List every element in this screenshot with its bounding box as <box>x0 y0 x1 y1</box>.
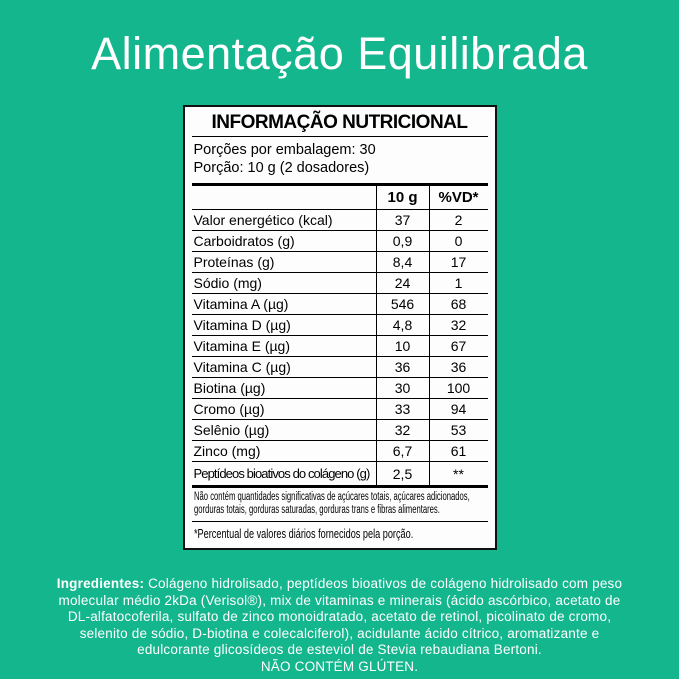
row-dv-value: 17 <box>429 252 488 273</box>
row-nutrient-label: Biotina (µg) <box>192 378 377 399</box>
row-nutrient-label: Cromo (µg) <box>192 399 377 420</box>
row-nutrient-label: Proteínas (g) <box>192 252 377 273</box>
row-dv-value: 0 <box>429 231 488 252</box>
ingredients-paragraph <box>55 576 625 659</box>
table-row <box>192 252 488 273</box>
row-dv-value: ** <box>429 462 488 487</box>
row-amount-value: 10 <box>376 336 429 357</box>
row-dv-value: 2 <box>429 210 488 231</box>
row-dv-value: 61 <box>429 441 488 462</box>
row-nutrient-label: Vitamina D (µg) <box>192 315 377 336</box>
row-amount-value: 4,8 <box>376 315 429 336</box>
nutrition-table-header <box>192 185 488 210</box>
row-amount-value: 33 <box>376 399 429 420</box>
table-row <box>192 399 488 420</box>
row-amount-value: 30 <box>376 378 429 399</box>
row-amount-value: 6,7 <box>376 441 429 462</box>
table-row <box>192 231 488 252</box>
table-row <box>192 462 488 487</box>
nutrition-table-body <box>192 210 488 487</box>
row-nutrient-label: Vitamina E (µg) <box>192 336 377 357</box>
row-nutrient-label: Zinco (mg) <box>192 441 377 462</box>
row-amount-value: 8,4 <box>376 252 429 273</box>
row-amount-value: 24 <box>376 273 429 294</box>
table-row <box>192 420 488 441</box>
servings-info <box>192 137 488 183</box>
row-amount-value: 32 <box>376 420 429 441</box>
ingredients-text: Colágeno hidrolisado, peptídeos bioativos de colágeno hidrolisado com peso molecular médio 2kDa (Verisol®), mix de vitaminas e minerais (ácido ascórbico, acetato de DL-alfatocoferila, sulfato de zinco monoidratado, acetato de retinol, picolinato de cromo, selenito de sódio, D-biotina e colecalciferol), acidulante ácido cítrico, aromatizante e edulcorante glicosídeos de esteviol de Stevia rebaudiana Bertoni. <box>58 576 623 657</box>
gluten-note: NÃO CONTÉM GLÚTEN. <box>260 658 419 674</box>
table-row <box>192 273 488 294</box>
table-row <box>192 294 488 315</box>
row-dv-value: 100 <box>429 378 488 399</box>
row-nutrient-label: Vitamina C (µg) <box>192 357 377 378</box>
row-nutrient-label: Sódio (mg) <box>192 273 377 294</box>
table-row <box>192 378 488 399</box>
row-dv-value: 1 <box>429 273 488 294</box>
page-title: Alimentação Equilibrada <box>91 28 588 79</box>
row-dv-value: 94 <box>429 399 488 420</box>
table-row <box>192 315 488 336</box>
column-header-nutrient <box>192 185 377 210</box>
row-nutrient-label: Carboidratos (g) <box>192 231 377 252</box>
no-significant-note: Não contém quantidades significativas de açúcares totais, açúcares adicionados, gorduras totais, gorduras saturadas, gorduras trans e fibras alimentares. <box>193 491 470 516</box>
dv-footnote: *Percentual de valores diários fornecidos pela porção. <box>193 526 413 541</box>
row-nutrient-label: Vitamina A (µg) <box>192 294 377 315</box>
row-dv-value: 53 <box>429 420 488 441</box>
nutrition-label-title: INFORMAÇÃO NUTRICIONAL <box>192 109 488 137</box>
table-row <box>192 210 488 231</box>
no-significant-note-wrap <box>192 488 488 522</box>
ingredients-label: Ingredientes: <box>56 576 145 591</box>
dv-footnote-wrap <box>192 522 488 544</box>
row-dv-value: 36 <box>429 357 488 378</box>
row-amount-value: 2,5 <box>376 462 429 487</box>
row-nutrient-label: Valor energético (kcal) <box>192 210 377 231</box>
row-nutrient-label: Selênio (µg) <box>192 420 377 441</box>
row-amount-value: 37 <box>376 210 429 231</box>
row-amount-value: 546 <box>376 294 429 315</box>
row-dv-value: 68 <box>429 294 488 315</box>
serving-size: Porção: 10 g (2 dosadores) <box>193 160 370 176</box>
table-row <box>192 336 488 357</box>
row-dv-value: 32 <box>429 315 488 336</box>
row-amount-value: 0,9 <box>376 231 429 252</box>
table-row <box>192 441 488 462</box>
row-amount-value: 36 <box>376 357 429 378</box>
row-dv-value: 67 <box>429 336 488 357</box>
servings-per-package: Porções por embalagem: 30 <box>193 142 376 158</box>
nutrition-table <box>192 183 488 488</box>
nutrition-label <box>183 105 497 550</box>
column-header-dv: %VD* <box>429 185 488 210</box>
column-header-amount: 10 g <box>376 185 429 210</box>
table-row <box>192 357 488 378</box>
row-nutrient-label: Peptídeos bioativos do colágeno (g) <box>192 462 377 487</box>
